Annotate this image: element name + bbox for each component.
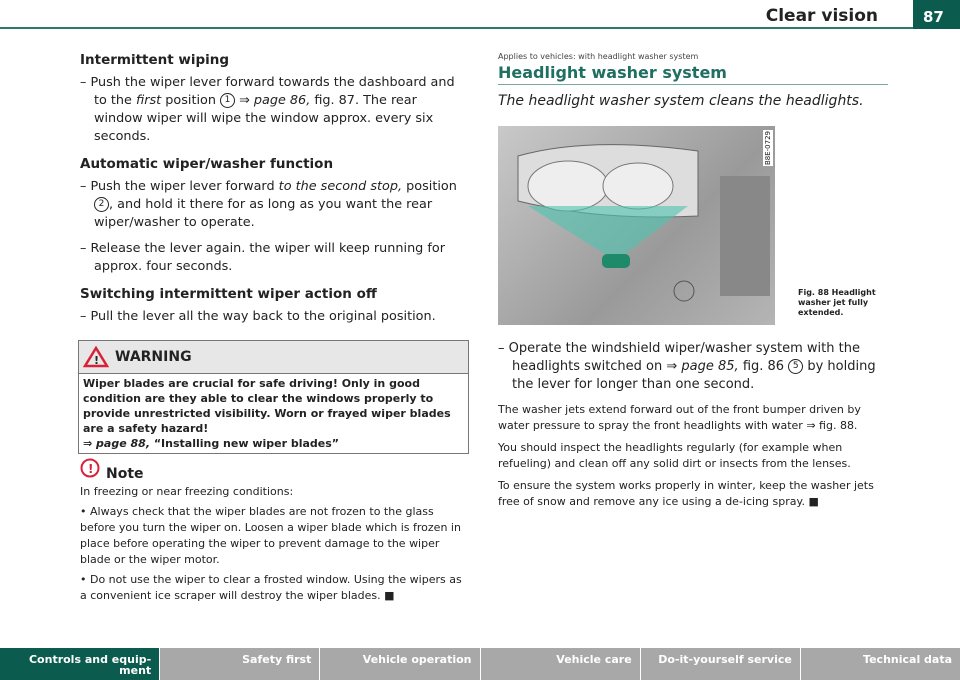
nav-vehicle-care[interactable]: Vehicle care <box>480 648 640 680</box>
warning-triangle-icon <box>83 346 109 368</box>
note-section <box>80 454 465 604</box>
nav-controls[interactable]: Controls and equip- ment <box>0 648 159 680</box>
header-rule <box>0 27 960 29</box>
right-body <box>498 340 888 510</box>
para-release: – Release the lever again. the wiper will keep running for approx. four seconds. <box>80 241 445 274</box>
nav-safety[interactable]: Safety first <box>159 648 319 680</box>
right-column <box>498 52 888 109</box>
para-winter: To ensure the system works properly in winter, keep the washer jets free of snow and remove any ice using a de-icing spray. ■ <box>498 479 874 508</box>
subtitle: The headlight washer system cleans the headlights. <box>498 93 864 109</box>
para-automatic: – Push the wiper lever forward to the second stop, position 2 , and hold it there for as long as you want the rear wiper/washer to operate. <box>80 179 457 230</box>
nav-vehicle-operation[interactable]: Vehicle operation <box>319 648 479 680</box>
section-title: Clear vision <box>765 6 878 26</box>
nav-diy-service[interactable]: Do-it-yourself service <box>640 648 800 680</box>
note-bullet-2: • Do not use the wiper to clear a frosted window. Using the wipers as a convenient ice scraper will destroy the wiper blades. ■ <box>80 573 462 602</box>
warning-text: Wiper blades are crucial for safe driving! Only in good condition are they able to clear the windows properly to provide unrestricted visibility. Worn or frayed wiper blades are a safety hazard! <box>83 377 451 435</box>
heading-headlight-washer: Headlight washer system <box>498 63 888 85</box>
chapter-nav <box>0 648 960 680</box>
note-icon <box>80 458 100 478</box>
applies-to: Applies to vehicles: with headlight washer system <box>498 52 699 61</box>
note-intro: In freezing or near freezing conditions: <box>80 485 294 498</box>
warning-box: ! WARNING Wiper blades are crucial for safe driving! Only in good condition are they able to clear the windows properly to provide unrestricted visibility. Worn or frayed wiper blades are a safety hazard! ⇒ page 88, “Installing new wiper blades” <box>78 340 469 454</box>
figure-caption: Fig. 88 Headlight washer jet fully extended. <box>798 288 876 317</box>
note-bullet-1: • Always check that the wiper blades are not frozen to the glass before you turn the wiper on. Loosen a wiper blade which is frozen in place before operating the wiper to prevent damage to the wiper blade or the wiper motor. <box>80 505 461 566</box>
svg-text:!: ! <box>88 462 94 476</box>
warning-link[interactable]: page 88, <box>96 437 150 450</box>
left-column <box>80 52 465 326</box>
para-intermittent: – Push the wiper lever forward towards the dashboard and to the first position 1 ⇒ page 86, fig. 87. The rear window wiper will wipe the window approx. every six seconds. <box>80 75 455 144</box>
para-jets: The washer jets extend forward out of the front bumper driven by water pressure to spray the front headlights with water ⇒ fig. 88. <box>498 403 861 432</box>
heading-switch-off: Switching intermittent wiper action off <box>80 286 377 302</box>
para-pull: – Pull the lever all the way back to the original position. <box>80 309 436 324</box>
page-number: 87 <box>913 0 960 29</box>
figure-headlight-washer <box>498 126 775 325</box>
figure-code: B8E-0729 <box>764 131 772 166</box>
warning-title: WARNING <box>115 349 192 365</box>
nav-technical-data[interactable]: Technical data <box>800 648 960 680</box>
para-operate: – Operate the windshield wiper/washer system with the headlights switched on ⇒ page 85, fig. 86 5 by holding the lever for longer than one second. <box>498 341 876 392</box>
para-inspect: You should inspect the headlights regularly (for example when refueling) and clean off any solid dirt or insects from the lenses. <box>498 441 851 470</box>
headlight-illustration <box>498 126 775 325</box>
svg-text:!: ! <box>94 354 100 367</box>
note-title: Note <box>106 466 144 482</box>
heading-intermittent: Intermittent wiping <box>80 52 230 68</box>
heading-automatic: Automatic wiper/washer function <box>80 156 334 172</box>
